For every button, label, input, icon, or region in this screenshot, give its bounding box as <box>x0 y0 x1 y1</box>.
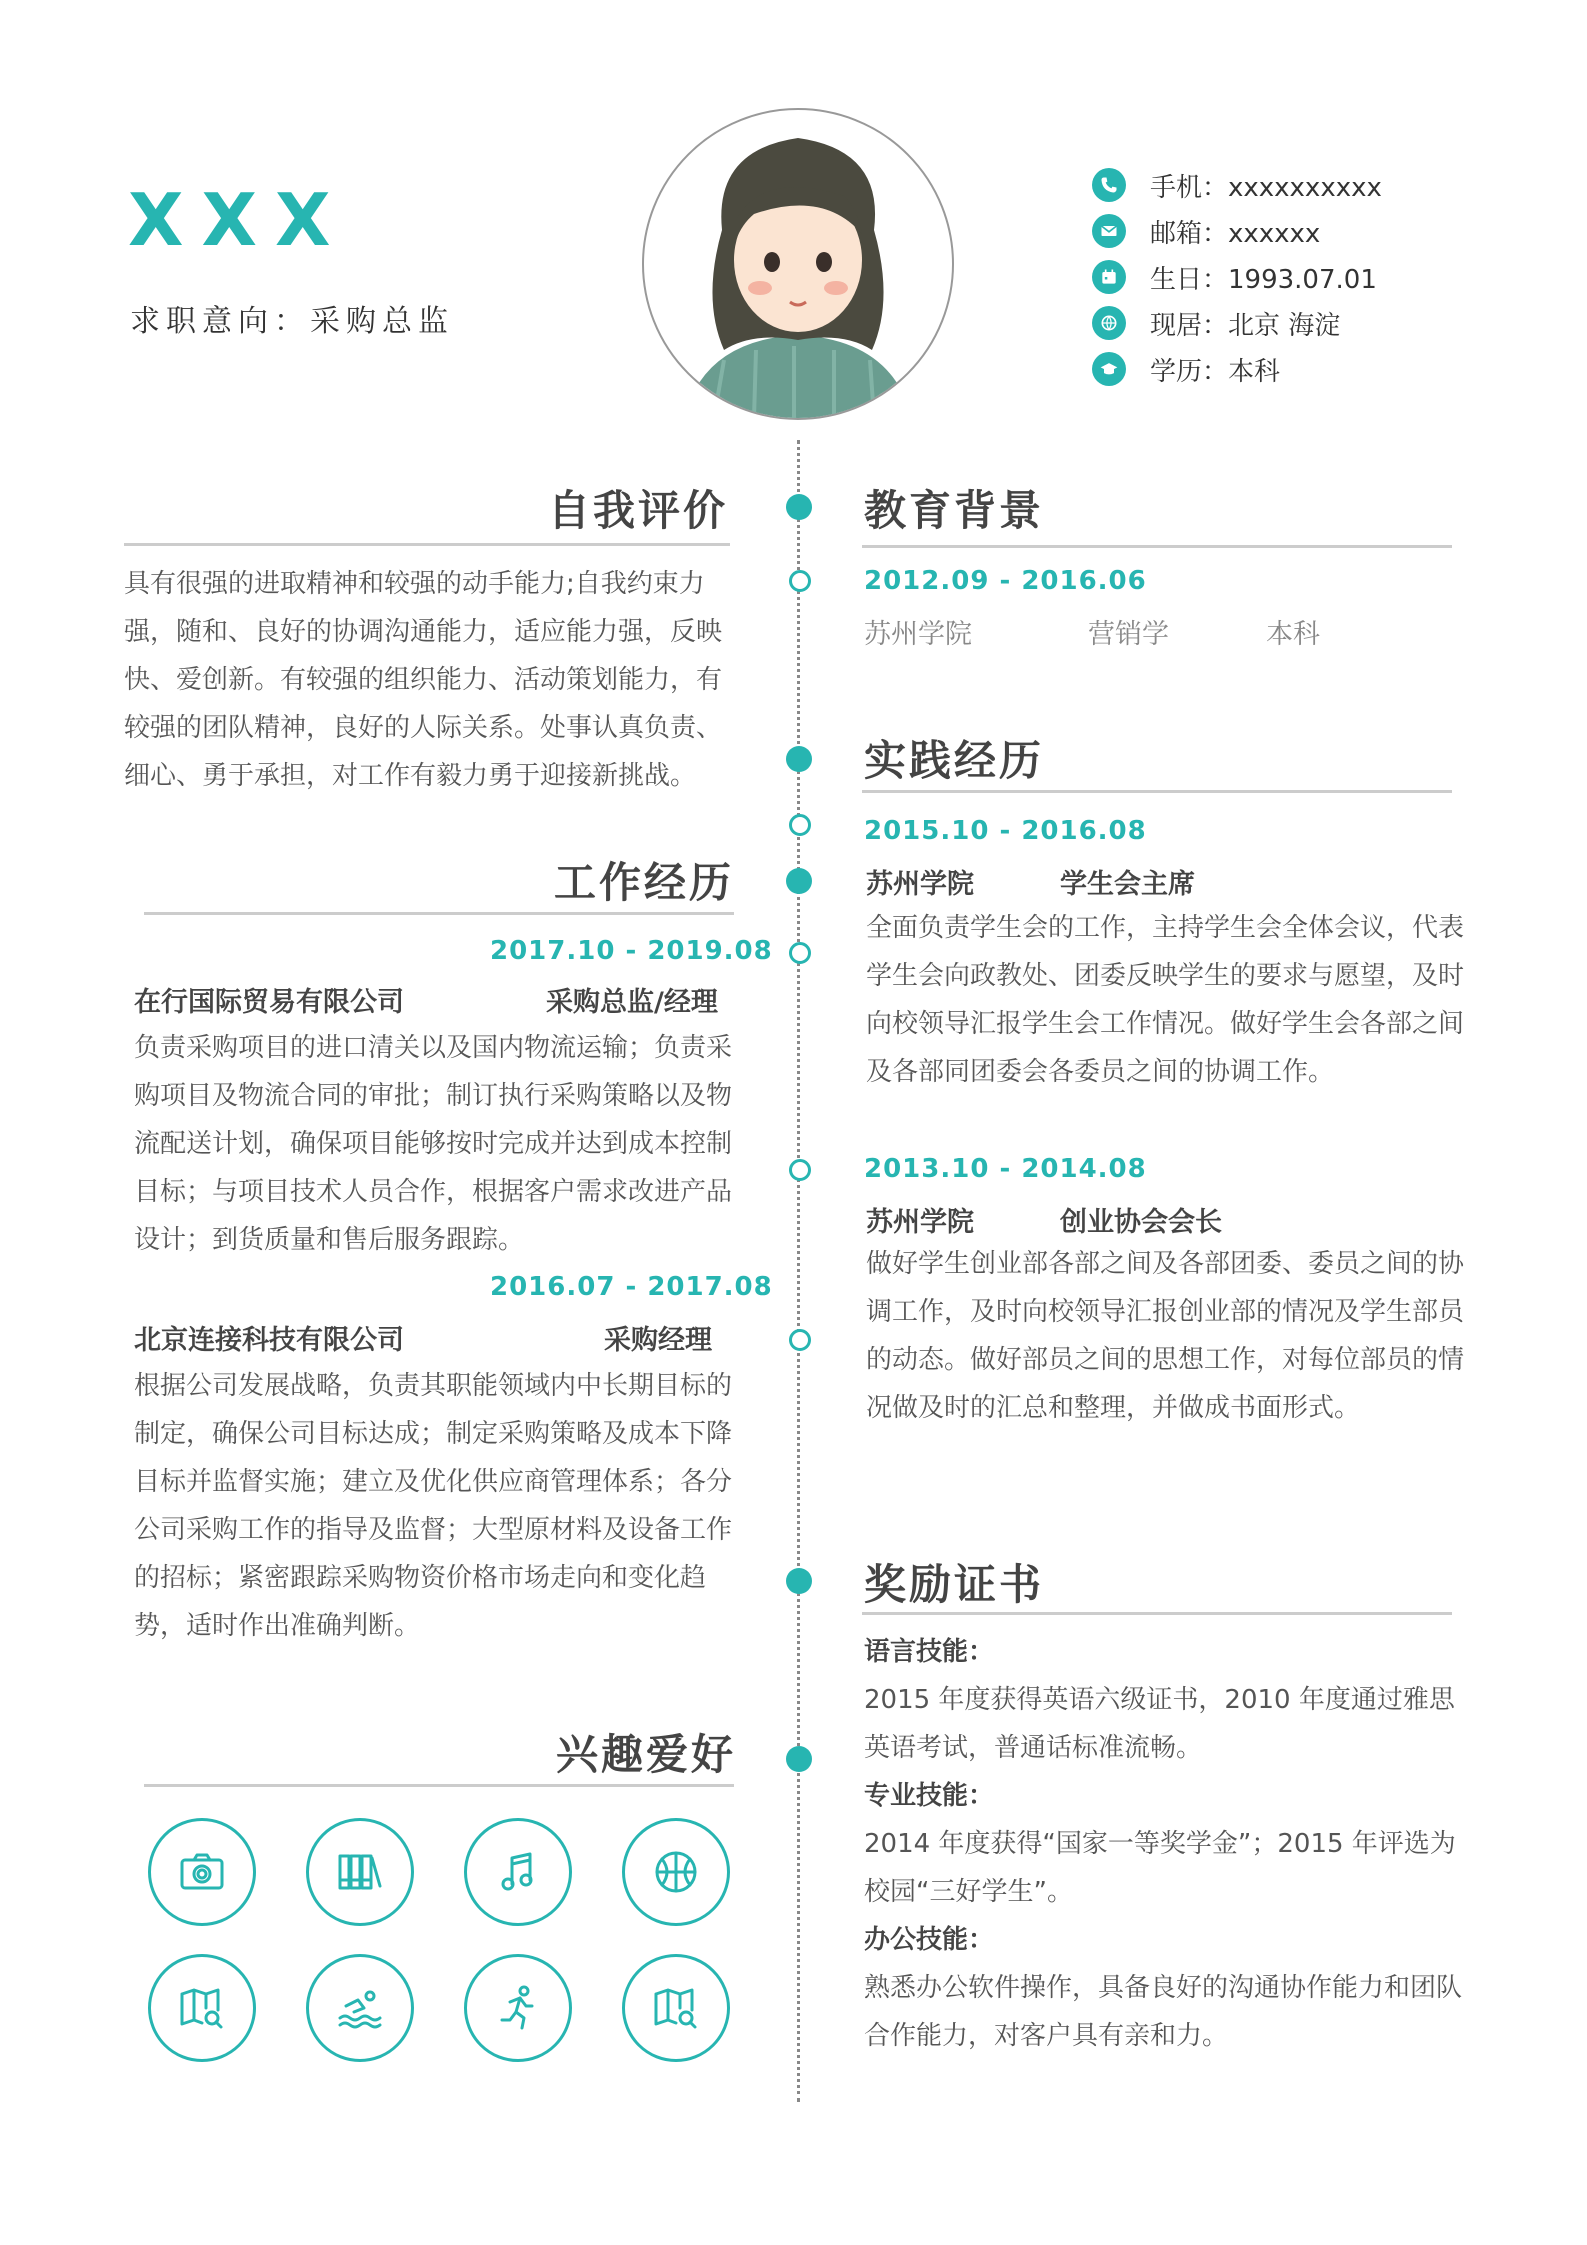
practice-org: 苏州学院 <box>866 869 974 900</box>
practice-role: 创业协会会长 <box>1060 1207 1222 1238</box>
divider <box>862 790 1452 793</box>
practice-title: 实践经历 <box>864 736 1045 785</box>
job-company: 北京连接科技有限公司 <box>134 1325 404 1356</box>
practice-role: 学生会主席 <box>1060 869 1195 900</box>
education-major: 营销学 <box>1088 619 1169 650</box>
award-text: 2015 年度获得英语六级证书，2010 年度通过雅思英语考试，普通话标准流畅。 <box>864 1685 1455 1763</box>
avatar-illustration <box>644 110 952 418</box>
map-search-icon <box>148 1954 256 2062</box>
divider <box>862 1612 1452 1615</box>
contact-phone-text: 手机：xxxxxxxxxx <box>1150 172 1382 203</box>
self-eval-title: 自我评价 <box>548 486 729 535</box>
education-school: 苏州学院 <box>864 619 972 650</box>
contact-birthday-text: 生日：1993.07.01 <box>1150 264 1377 295</box>
timeline-dot <box>789 1159 811 1181</box>
job-date: 2017.10 - 2019.08 <box>490 936 773 966</box>
swimming-icon <box>306 1954 414 2062</box>
divider <box>144 1784 734 1787</box>
education-date: 2012.09 - 2016.06 <box>864 566 1147 596</box>
books-icon <box>306 1818 414 1926</box>
timeline-dot <box>789 814 811 836</box>
timeline-dot <box>789 942 811 964</box>
job-date: 2016.07 - 2017.08 <box>490 1272 773 1302</box>
graduation-cap-icon <box>1092 352 1126 386</box>
divider <box>144 912 734 915</box>
timeline-dot <box>786 746 812 772</box>
practice-org: 苏州学院 <box>866 1207 974 1238</box>
contact-birthday <box>1092 257 1377 297</box>
awards-list <box>864 1628 1474 2060</box>
practice-date: 2013.10 - 2014.08 <box>864 1154 1147 1184</box>
phone-icon <box>1092 168 1126 202</box>
job-desc: 根据公司发展战略，负责其职能领域内中长期目标的制定，确保公司目标达成；制定采购策略及成本下降目标并监督实施；建立及优化供应商管理体系；各分公司采购工作的指导及监督；大型原材料及设备工作的招标；紧密跟踪采购物资价格市场走向和变化趋势，适时作出准确判断。 <box>134 1371 733 1641</box>
basketball-icon <box>622 1818 730 1926</box>
timeline-dot <box>786 868 812 894</box>
contact-email <box>1092 211 1320 251</box>
contact-email-text: 邮箱：xxxxxx <box>1150 218 1321 249</box>
avatar <box>642 108 954 420</box>
running-icon <box>464 1954 572 2062</box>
map-search-icon <box>622 1954 730 2062</box>
award-label: 办公技能： <box>864 1925 995 1955</box>
work-title: 工作经历 <box>554 858 735 907</box>
timeline-dot <box>786 494 812 520</box>
mail-icon <box>1092 214 1126 248</box>
timeline-dot <box>786 1568 812 1594</box>
divider <box>862 545 1452 548</box>
award-label: 专业技能： <box>864 1781 995 1811</box>
timeline-dot <box>789 570 811 592</box>
divider <box>124 543 730 546</box>
education-title: 教育背景 <box>864 486 1045 535</box>
practice-desc: 做好学生创业部各部之间及各部团委、委员之间的协调工作，及时向校领导汇报创业部的情况及学生部员的动态。做好部员之间的思想工作，对每位部员的情况做及时的汇总和整理，并做成书面形式。 <box>866 1249 1465 1423</box>
job-company: 在行国际贸易有限公司 <box>134 987 404 1018</box>
location-icon <box>1092 306 1126 340</box>
awards-title: 奖励证书 <box>864 1560 1045 1609</box>
timeline-line <box>797 440 800 2102</box>
candidate-name: XXX <box>128 178 349 262</box>
calendar-icon <box>1092 260 1126 294</box>
self-eval-text: 具有很强的进取精神和较强的动手能力;自我约束力强，随和、良好的协调沟通能力，适应能力强，反映快、爱创新。有较强的组织能力、活动策划能力，有较强的团队精神，良好的人际关系。处事认真负责、细心、勇于承担，对工作有毅力勇于迎接新挑战。 <box>124 569 723 791</box>
award-label: 语言技能： <box>864 1637 995 1667</box>
practice-date: 2015.10 - 2016.08 <box>864 816 1147 846</box>
education-degree: 本科 <box>1266 619 1320 650</box>
contact-phone <box>1092 165 1382 205</box>
job-desc: 负责采购项目的进口清关以及国内物流运输；负责采购项目及物流合同的审批；制订执行采购策略以及物流配送计划，确保项目能够按时完成并达到成本控制目标；与项目技术人员合作，根据客户需求改进产品设计；到货质量和售后服务跟踪。 <box>134 1033 733 1255</box>
contact-education <box>1092 349 1280 389</box>
timeline-dot <box>789 1329 811 1351</box>
hobbies-title: 兴趣爱好 <box>556 1730 737 1779</box>
award-text: 2014 年度获得“国家一等奖学金”；2015 年评选为校园“三好学生”。 <box>864 1829 1456 1907</box>
timeline-dot <box>786 1746 812 1772</box>
job-role: 采购总监/经理 <box>546 987 718 1018</box>
contact-location-text: 现居：北京 海淀 <box>1150 310 1341 341</box>
job-role: 采购经理 <box>604 1325 712 1356</box>
award-text: 熟悉办公软件操作，具备良好的沟通协作能力和团队合作能力，对客户具有亲和力。 <box>864 1973 1463 2051</box>
contact-location <box>1092 303 1340 343</box>
contact-education-text: 学历：本科 <box>1150 356 1281 387</box>
camera-icon <box>148 1818 256 1926</box>
music-note-icon <box>464 1818 572 1926</box>
practice-desc: 全面负责学生会的工作，主持学生会全体会议，代表学生会向政教处、团委反映学生的要求与愿望，及时向校领导汇报学生会工作情况。做好学生会各部之间及各部同团委会各委员之间的协调工作。 <box>866 913 1465 1087</box>
job-intent: 求职意向：采购总监 <box>130 304 454 339</box>
